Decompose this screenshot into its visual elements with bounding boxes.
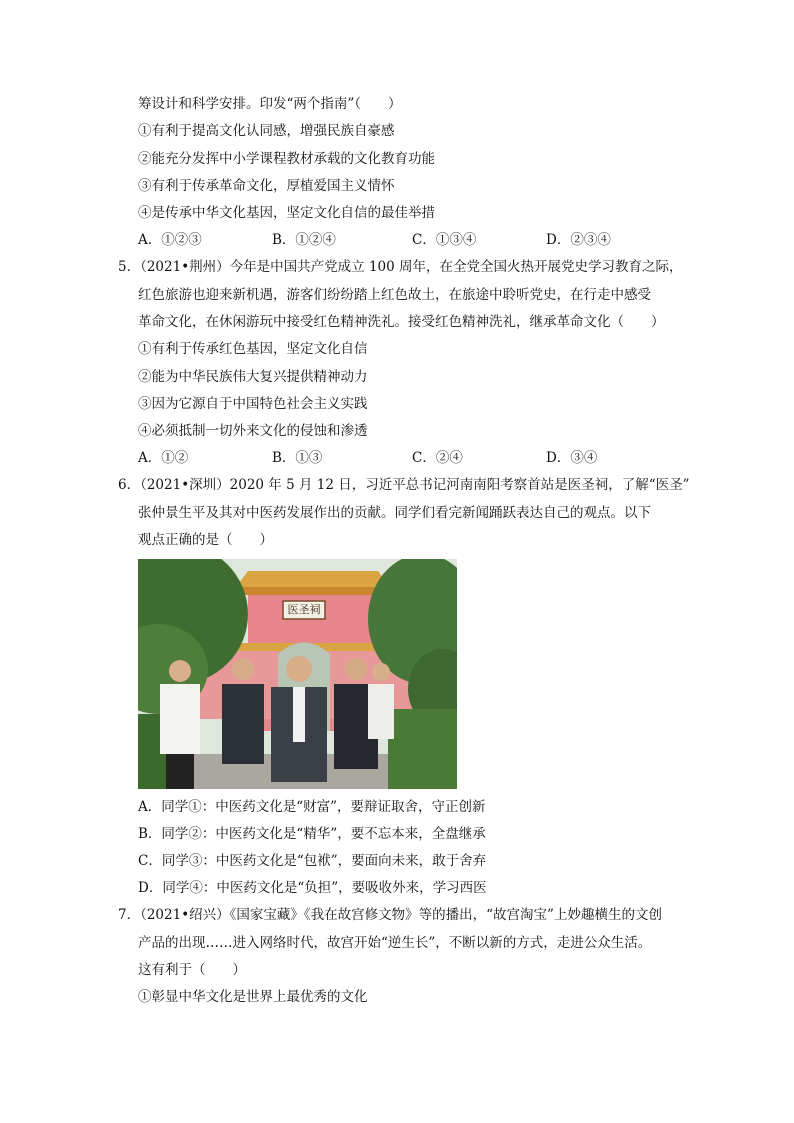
q5-item-4: ④必须抵制一切外来文化的侵蚀和渗透	[138, 423, 368, 439]
q5-option-b: B．①③	[272, 450, 323, 466]
q6-option-b: B．同学②：中医药文化是“精华”，要不忘本来，全盘继承	[138, 826, 486, 842]
memorial-sign-text: 医圣祠	[287, 603, 321, 616]
q4-stem-continuation: 筹设计和科学安排。印发“两个指南”（ ）	[138, 96, 402, 112]
q6-stem-line-3: 观点正确的是（ ）	[138, 532, 273, 548]
q7-stem-line-2: 产品的出现……进入网络时代，故宫开始“逆生长”，不断以新的方式，走进公众生活。	[138, 935, 652, 951]
q6-option-a: A．同学①：中医药文化是“财富”，要辩证取舍，守正创新	[138, 799, 486, 815]
q6-stem-line-2: 张仲景生平及其对中医药发展作出的贡献。同学们看完新闻踊跃表达自己的观点。以下	[138, 505, 651, 521]
q4-item-2: ②能充分发挥中小学课程教材承载的文化教育功能	[138, 151, 435, 167]
q7-item-1: ①彰显中华文化是世界上最优秀的文化	[138, 989, 368, 1005]
q6-option-d: D．同学④：中医药文化是“负担”，要吸收外来，学习西医	[138, 880, 487, 896]
q7-stem-line-3: 这有利于（ ）	[138, 962, 246, 978]
q5-stem-line-3: 革命文化，在休闲游玩中接受红色精神洗礼。接受红色精神洗礼，继承革命文化（ ）	[138, 314, 665, 330]
q4-option-c: C．①③④	[412, 232, 477, 248]
q5-stem-line-1: 5．（2021•荆州）今年是中国共产党成立 100 周年，在全党全国火热开展党史学习教育之际，	[118, 259, 683, 275]
q4-item-4: ④是传承中华文化基因，坚定文化自信的最佳举措	[138, 205, 435, 221]
q5-option-c: C．②④	[412, 450, 463, 466]
q7-stem-line-1: 7．（2021•绍兴）《国家宝藏》《我在故宫修文物》等的播出，“故宫淘宝”上妙趣横生的文创	[118, 907, 662, 923]
q5-item-1: ①有利于传承红色基因，坚定文化自信	[138, 341, 368, 357]
news-photo	[138, 559, 457, 789]
q4-option-a: A．①②③	[138, 232, 202, 248]
q5-stem-line-2: 红色旅游也迎来新机遇，游客们纷纷踏上红色故土，在旅途中聆听党史，在行走中感受	[138, 287, 651, 303]
q5-option-d: D．③④	[546, 450, 598, 466]
q5-item-3: ③因为它源自于中国特色社会主义实践	[138, 396, 368, 412]
q5-option-a: A．①②	[138, 450, 189, 466]
q6-stem-line-1: 6．（2021•深圳）2020 年 5 月 12 日，习近平总书记河南南阳考察首站是医圣祠，了解“医圣”	[118, 477, 690, 493]
q4-option-d: D．②③④	[546, 232, 611, 248]
q4-item-3: ③有利于传承革命文化，厚植爱国主义情怀	[138, 178, 395, 194]
q6-option-c: C．同学③：中医药文化是“包袱”，要面向未来，敢于舍弃	[138, 853, 487, 869]
q4-item-1: ①有利于提高文化认同感，增强民族自豪感	[138, 123, 395, 139]
q4-option-b: B．①②④	[272, 232, 336, 248]
q5-item-2: ②能为中华民族伟大复兴提供精神动力	[138, 369, 368, 385]
